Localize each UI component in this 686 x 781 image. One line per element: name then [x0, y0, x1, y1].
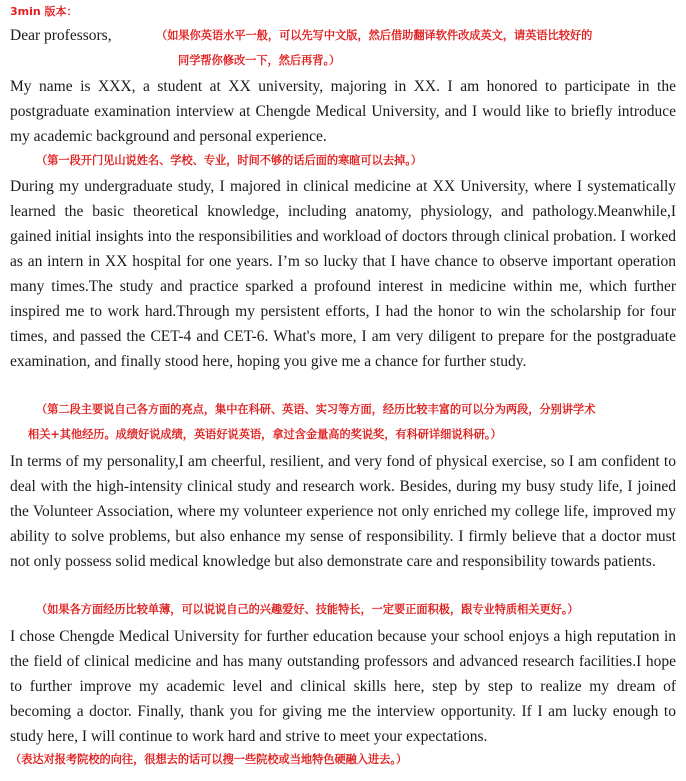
note-intro-line2: 同学帮你修改一下，然后再背。） — [178, 54, 341, 67]
paragraph-experience: During my undergraduate study, I majored in clinical medicine at XX University, where I systematically learned the basic theoretical knowledge, including anatomy, physiology, and pathology.Meanwhile,I gained initial insights into the responsibilities and workload of doctors through clinical probation. I worked as an intern in XX hospital for one years. I’m so lucky that I have chance to observe important operation many times.The study and practice sparked a profound interest in medicine within me, which further inspired me to work hard.Through my persistent efforts, I had the honor to win the scholarship for four times, and passed the CET-4 and CET-6. What's more, I am very diligent to prepare for the postgraduate examination, and finally stood here, hoping you give me a chance for further study. — [10, 178, 676, 370]
note-paragraph-2-line2: 相关+其他经历。成绩好说成绩，英语好说英语，拿过含金量高的奖说奖，有科研详细说科研。） — [28, 428, 502, 441]
paragraph-intro: My name is XXX, a student at XX university, majoring in XX. I am honored to participate in the postgraduate examination interview at Chengde Medical University, and I would like to briefly introduce my academic background and personal experience. — [10, 78, 676, 145]
note-paragraph-4: （表达对报考院校的向往，很想去的话可以搜一些院校或当地特色硬融入进去。） — [10, 753, 408, 766]
note-paragraph-3: （如果各方面经历比较单薄，可以说说自己的兴趣爱好、技能特长，一定要正面积极，跟专业特质相关更好。） — [36, 603, 579, 616]
version-title: 3min 版本： — [10, 5, 78, 18]
note-paragraph-1: （第一段开门见山说姓名、学校、专业，时间不够的话后面的寒暄可以去掉。） — [36, 154, 422, 167]
greeting: Dear professors, — [10, 27, 112, 44]
paragraph-personality: In terms of my personality,I am cheerful, resilient, and very fond of physical exercise, so I am confident to deal with the high-intensity clinical study and research work. Besides, during my busy study life, I joined the Volunteer Association, where my volunteer experience not only enriched my college life, improved my ability to solve problems, but also enhance my sense of responsibility. I firmly believe that a doctor must not only possess solid medical knowledge but also demonstrate care and responsibility towards patients. — [10, 453, 676, 570]
note-intro-line1: （如果你英语水平一般，可以先写中文版，然后借助翻译软件改成英文，请英语比较好的 — [156, 29, 593, 42]
note-paragraph-2-line1: （第二段主要说自己各方面的亮点，集中在科研、英语、实习等方面，经历比较丰富的可以分为两段，分别讲学术 — [36, 403, 596, 416]
paragraph-motivation: I chose Chengde Medical University for further education because your school enjoys a high reputation in the field of clinical medicine and has many outstanding professors and advanced research facilities.I hope to further improve my academic level and clinical skills here, step by step to realize my dream of becoming a doctor. Finally, thank you for giving me the interview opportunity. If I am lucky enough to study here, I will continue to work hard and strive to meet your expectations. — [10, 628, 676, 745]
